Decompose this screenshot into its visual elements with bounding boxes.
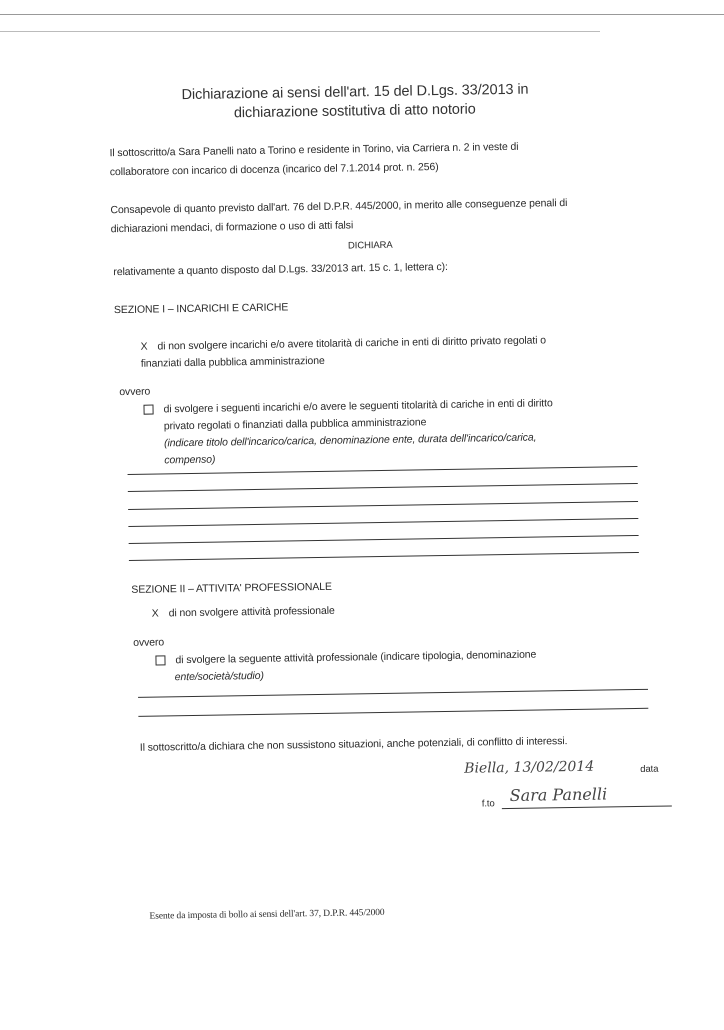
section1-heading: SEZIONE I – INCARICHI E CARICHE — [113, 301, 289, 317]
blank-line[interactable] — [138, 689, 648, 698]
footer-note: Esente da imposta di bollo ai sensi dell'art. 37, D.P.R. 445/2000 — [149, 907, 385, 922]
intro-line2: collaboratore con incarico di docenza (incarico del 7.1.2014 prot. n. 256) — [109, 161, 439, 179]
section2-option1 — [152, 605, 335, 620]
conflict-statement: Il sottoscritto/a dichiara che non sussistono situazioni, anche potenziali, di conflitto di interessi. — [139, 735, 568, 754]
section1-option2-line3: (indicare titolo dell'incarico/carica, denominazione ente, durata dell'incarico/carica, — [163, 431, 537, 450]
section1-option2-line1 — [143, 397, 552, 415]
intro-line1: Il sottoscritto/a Sara Panelli nato a Torino e residente in Torino, via Carriera n. 2 in veste di — [109, 140, 519, 160]
handwritten-signature: Sara Panelli — [509, 784, 608, 805]
place-date-handwritten: Biella, 13/02/2014 — [464, 758, 595, 777]
option-text: di svolgere i seguenti incarichi e/o avere le seguenti titolarità di cariche in enti di diritto — [163, 397, 553, 416]
relative-text: relativamente a quanto disposto dal D.Lgs. 33/2013 art. 15 c. 1, lettera c): — [113, 260, 448, 279]
section1-option1-line2: finanziati dalla pubblica amministrazione — [140, 354, 325, 370]
blank-line[interactable] — [128, 483, 638, 492]
checked-mark[interactable]: X — [151, 607, 159, 620]
section2-or: ovvero — [133, 636, 165, 649]
option-text: di non svolgere incarichi e/o avere titolarità di cariche in enti di diritto privato regolati o — [157, 334, 547, 353]
section1-option2-line4: compenso) — [164, 453, 216, 467]
section2-option2-line2: ente/società/studio) — [174, 669, 264, 684]
awareness-line2: dichiarazioni mendaci, di formazione o uso di atti falsi — [110, 219, 354, 236]
checkbox-unchecked[interactable] — [155, 656, 165, 666]
section1-option1-line1 — [140, 334, 546, 352]
date-label: data — [640, 763, 659, 775]
awareness-line1: Consapevole di quanto previsto dall'art. 76 del D.P.R. 445/2000, in merito alle conseguenze penali di — [110, 197, 568, 217]
checkbox-unchecked[interactable] — [143, 405, 153, 415]
checked-mark[interactable]: X — [140, 340, 148, 353]
section2-option2-line1 — [155, 649, 536, 667]
option-text: di svolgere la seguente attività professionale (indicare tipologia, denominazione — [175, 648, 537, 667]
signature-line — [502, 805, 672, 809]
blank-line[interactable] — [129, 552, 639, 561]
blank-line[interactable] — [138, 708, 648, 717]
option-text: di non svolgere attività professionale — [168, 604, 335, 620]
section1-option2-line2: privato regolati o finanziati dalla pubblica amministrazione — [163, 416, 427, 433]
section1-or: ovvero — [119, 385, 151, 399]
blank-line[interactable] — [128, 501, 638, 510]
blank-line[interactable] — [128, 466, 638, 475]
declares-heading: DICHIARA — [347, 239, 393, 252]
blank-line[interactable] — [128, 518, 638, 527]
document-title-line2: dichiarazione sostitutiva di atto notorio — [233, 101, 476, 122]
document-title-line1: Dichiarazione ai sensi dell'art. 15 del D.Lgs. 33/2013 in — [181, 81, 529, 104]
signed-label: f.to — [481, 798, 495, 810]
section2-heading: SEZIONE II – ATTIVITA' PROFESSIONALE — [131, 580, 332, 596]
blank-line[interactable] — [129, 535, 639, 544]
